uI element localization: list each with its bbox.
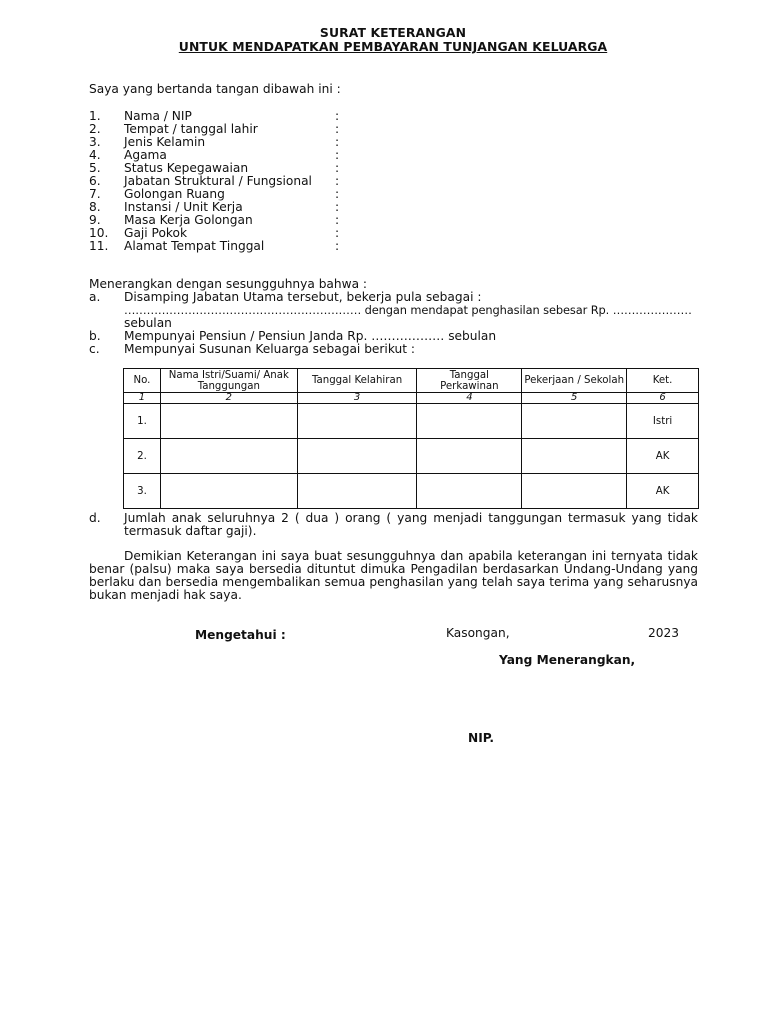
table-header-row [124, 369, 699, 393]
item-letter-a: a. [89, 290, 101, 304]
acknowledged-label: Mengetahui : [195, 628, 286, 642]
document-subtitle: UNTUK MENDAPATKAN PEMBAYARAN TUNJANGAN KELUARGA [178, 39, 608, 54]
cell-no: 1. [124, 404, 161, 439]
document-title: SURAT KETERANGAN [319, 25, 467, 40]
header-tanggal-perkawinan: Tanggal Perkawinan [417, 369, 522, 393]
field-colon: : [335, 200, 340, 214]
item-a-line1: Disamping Jabatan Utama tersebut, bekerja pula sebagai : [124, 290, 482, 304]
cell-ket: AK [627, 439, 699, 474]
cell-pekerjaan [522, 474, 627, 509]
field-number: 1. [89, 109, 101, 123]
cell-ket: AK [627, 474, 699, 509]
field-colon: : [335, 213, 340, 227]
cell-lahir [297, 439, 417, 474]
field-label: Nama / NIP [124, 109, 192, 123]
header-pekerjaan: Pekerjaan / Sekolah [522, 369, 627, 393]
field-number: 11. [89, 239, 109, 253]
field-number: 10. [89, 226, 109, 240]
field-number: 8. [89, 200, 101, 214]
cell-nama [160, 439, 297, 474]
header-nama: Nama Istri/Suami/ Anak Tanggungan [160, 369, 297, 393]
index-cell: 5 [522, 393, 627, 404]
item-letter-c: c. [89, 342, 100, 356]
table-row [124, 439, 699, 474]
index-cell: 6 [627, 393, 699, 404]
field-colon: : [335, 122, 340, 136]
index-cell: 1 [124, 393, 161, 404]
cell-no: 3. [124, 474, 161, 509]
index-cell: 4 [417, 393, 522, 404]
item-a-line2: ……………………………………………………… dengan mendapat penghasilan sebesar Rp. ………………… [124, 303, 692, 317]
intro-text: Saya yang bertanda tangan dibawah ini : [89, 82, 341, 96]
closing-paragraph: Demikian Keterangan ini saya buat sesungguhnya dan apabila keterangan ini ternyata tidak benar (palsu) maka saya bersedia dituntut dimuka Pengadilan berdasarkan Undang-Undang yang berlaku dan bersedia mengembalikan semua penghasilan yang telah saya terima yang seharusnya bukan menjadi hak saya. [89, 549, 698, 602]
declarant-label: Yang Menerangkan, [499, 653, 636, 667]
field-colon: : [335, 226, 340, 240]
field-colon: : [335, 174, 340, 188]
field-number: 5. [89, 161, 101, 175]
field-colon: : [335, 148, 340, 162]
field-colon: : [335, 109, 340, 123]
header-ket: Ket. [627, 369, 699, 393]
field-label: Agama [124, 148, 167, 162]
cell-pekerjaan [522, 439, 627, 474]
field-label: Masa Kerja Golongan [124, 213, 253, 227]
field-colon: : [335, 161, 340, 175]
cell-lahir [297, 404, 417, 439]
item-d-text: Jumlah anak seluruhnya 2 ( dua ) orang ( yang menjadi tanggungan termasuk yang tidak termasuk daftar gaji). [124, 511, 698, 538]
item-a-line3: sebulan [124, 316, 172, 330]
cell-kawin [417, 404, 522, 439]
item-b-text: Mempunyai Pensiun / Pensiun Janda Rp. ……………… sebulan [124, 329, 497, 343]
table-index-row [124, 393, 699, 404]
nip-label: NIP. [468, 731, 495, 745]
field-label: Gaji Pokok [124, 226, 188, 240]
field-label: Jenis Kelamin [124, 135, 206, 149]
cell-lahir [297, 474, 417, 509]
field-colon: : [335, 239, 340, 253]
item-letter-d: d. [89, 511, 101, 525]
signature-place: Kasongan, [446, 626, 510, 640]
signature-year: 2023 [648, 626, 680, 640]
header-no: No. [124, 369, 161, 393]
header-tanggal-kelahiran: Tanggal Kelahiran [297, 369, 417, 393]
item-c-text: Mempunyai Susunan Keluarga sebagai berikut : [124, 342, 415, 356]
field-number: 9. [89, 213, 101, 227]
table-row [124, 474, 699, 509]
table-row [124, 404, 699, 439]
field-label: Golongan Ruang [124, 187, 225, 201]
statement-intro: Menerangkan dengan sesungguhnya bahwa : [89, 277, 368, 291]
field-number: 2. [89, 122, 101, 136]
index-cell: 2 [160, 393, 297, 404]
cell-pekerjaan [522, 404, 627, 439]
field-label: Instansi / Unit Kerja [124, 200, 243, 214]
cell-no: 2. [124, 439, 161, 474]
cell-nama [160, 404, 297, 439]
field-number: 6. [89, 174, 101, 188]
field-label: Alamat Tempat Tinggal [124, 239, 265, 253]
field-number: 4. [89, 148, 101, 162]
cell-nama [160, 474, 297, 509]
field-number: 7. [89, 187, 101, 201]
field-label: Status Kepegawaian [124, 161, 249, 175]
cell-ket: Istri [627, 404, 699, 439]
field-colon: : [335, 187, 340, 201]
cell-kawin [417, 439, 522, 474]
field-number: 3. [89, 135, 101, 149]
index-cell: 3 [297, 393, 417, 404]
field-label: Jabatan Struktural / Fungsional [124, 174, 312, 188]
item-letter-b: b. [89, 329, 101, 343]
family-table [123, 368, 699, 509]
field-colon: : [335, 135, 340, 149]
cell-kawin [417, 474, 522, 509]
field-label: Tempat / tanggal lahir [124, 122, 258, 136]
